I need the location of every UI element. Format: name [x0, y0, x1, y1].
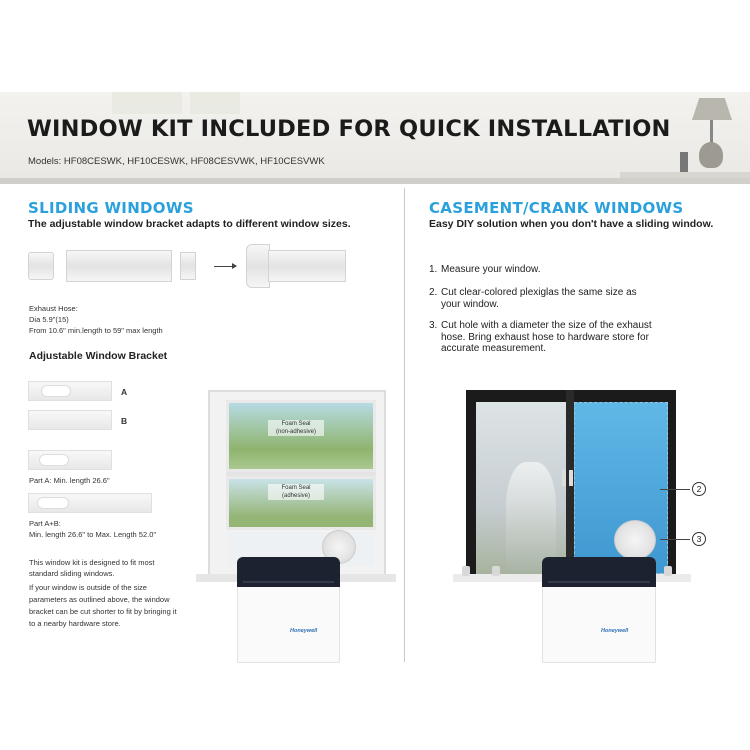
bracket-hole — [37, 497, 69, 509]
banner-window-image — [112, 92, 182, 114]
step-text: hose. Bring exhaust hose to hardware store for — [441, 331, 649, 343]
banner-window-image — [190, 92, 240, 114]
window-handle — [562, 470, 566, 486]
hose-spec-3: From 10.6" min.length to 59" max length — [29, 326, 163, 335]
hose-segment — [66, 250, 172, 282]
label-a: A — [121, 387, 128, 397]
casement-heading: CASEMENT/CRANK WINDOWS — [429, 199, 684, 217]
bracket-hole — [39, 454, 69, 466]
foam-seal-label-line: (adhesive) — [281, 493, 310, 499]
brand-logo: Honeywell — [601, 628, 629, 634]
upper-glass — [226, 400, 376, 472]
plant-pot — [492, 566, 500, 576]
part-ab-spec-1: Part A+B: — [29, 519, 61, 528]
callout-2: 2 — [692, 482, 706, 496]
note-line: This window kit is designed to fit most — [29, 558, 155, 567]
hose-spec-2: Dia 5.9"(15) — [29, 315, 69, 324]
tree-image — [506, 462, 556, 572]
vase-image — [680, 152, 688, 174]
plant-pot — [462, 566, 470, 576]
step-text: your window. — [441, 298, 499, 310]
banner-bottom-edge — [0, 178, 750, 184]
note-line: to a nearby hardware store. — [29, 619, 121, 628]
bracket-part-a-alone — [28, 450, 112, 470]
hose-adapter-right — [180, 252, 196, 280]
step-text: accurate measurement. — [441, 343, 547, 354]
step-number: 3. — [429, 320, 438, 331]
sliding-window-photo — [208, 390, 386, 582]
ac-top-panel — [237, 557, 340, 587]
step-number: 1. — [429, 264, 438, 275]
note-line: parameters as outlined above, the window — [29, 595, 170, 604]
part-ab-spec-2: Min. length 26.6" to Max. Length 52.0" — [29, 530, 157, 539]
callout-line — [660, 489, 690, 490]
sliding-windows-heading: SLIDING WINDOWS — [28, 199, 194, 217]
models-text: Models: HF08CESWK, HF10CESWK, HF08CESVWK, HF10CESVWK — [28, 156, 325, 167]
hose-adapter-left — [28, 252, 54, 280]
arrow-icon — [214, 266, 236, 267]
sliding-windows-subtitle: The adjustable window bracket adapts to different window sizes. — [28, 218, 351, 230]
bracket-part-a — [28, 381, 112, 401]
assembled-hose — [268, 250, 346, 282]
bracket-part-b — [28, 410, 112, 430]
air-conditioner-unit — [237, 557, 340, 663]
step-number: 2. — [429, 287, 438, 298]
bracket-title: Adjustable Window Bracket — [29, 350, 168, 362]
callout-line — [660, 539, 690, 540]
step-text: Measure your window. — [441, 264, 541, 275]
foam-seal-label-line: (non-adhesive) — [275, 429, 317, 435]
ac-top-panel — [542, 557, 656, 587]
foam-seal-label-line: Foam Seal — [281, 421, 311, 427]
left-glass-pane — [476, 402, 566, 574]
bracket-hole — [41, 385, 71, 397]
assembled-hose-end — [246, 244, 270, 288]
page-title: WINDOW KIT INCLUDED FOR QUICK INSTALLATION — [27, 116, 671, 142]
foam-seal-label-line: Foam Seal — [281, 485, 311, 491]
foam-seal-label-1 — [268, 420, 324, 436]
plant-pot — [664, 566, 672, 576]
foam-seal-label-2 — [268, 484, 324, 500]
label-b: B — [121, 416, 128, 426]
step-3 — [429, 320, 652, 355]
step-text: Cut hole with a diameter the size of the exhaust — [441, 320, 652, 331]
note-line: If your window is outside of the size — [29, 583, 147, 592]
hose-spec-1: Exhaust Hose: — [29, 304, 78, 313]
air-conditioner-unit — [542, 557, 656, 663]
note-line: standard sliding windows. — [29, 569, 115, 578]
brand-logo: Honeywell — [290, 628, 318, 634]
lamp-image — [692, 98, 732, 120]
callout-3: 3 — [692, 532, 706, 546]
step-1 — [429, 264, 541, 276]
step-text: Cut clear-colored plexiglas the same size as — [441, 287, 637, 298]
casement-subtitle: Easy DIY solution when you don't have a sliding window. — [429, 218, 714, 230]
hose-adapter-disc — [614, 520, 656, 560]
bracket-part-ab — [28, 493, 152, 513]
note-line: bracket can be cut shorter to fit by bringing it — [29, 607, 177, 616]
lamp-base — [699, 142, 723, 168]
window-handle — [569, 470, 573, 486]
column-divider — [404, 188, 405, 662]
window-mullion — [566, 390, 574, 582]
part-a-spec: Part A: Min. length 26.6" — [29, 476, 110, 485]
step-2 — [429, 287, 637, 310]
